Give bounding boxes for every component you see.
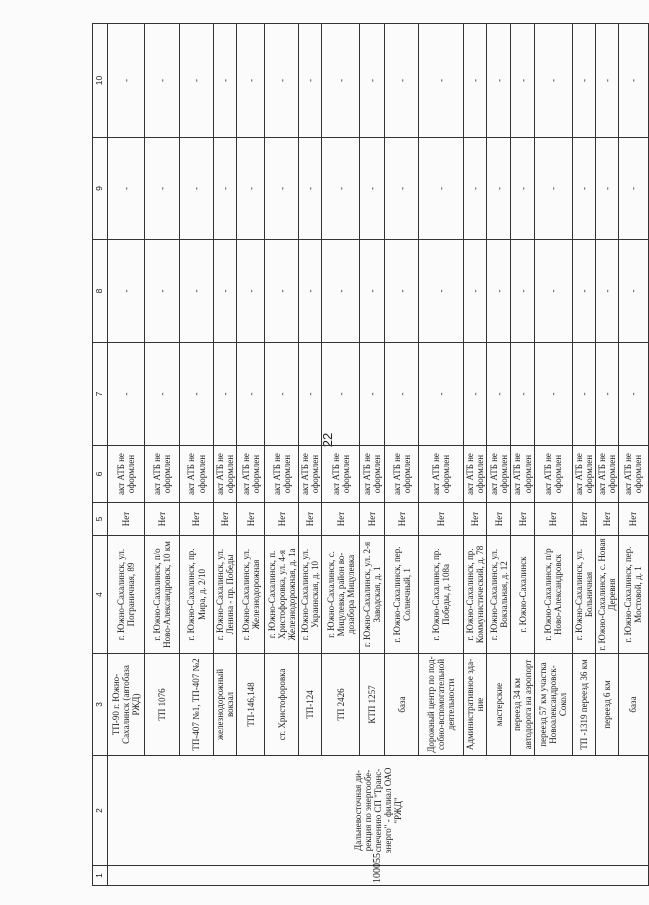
category-cell: Нет [145,503,180,536]
col10-cell: - [595,24,618,138]
col10-cell: - [322,24,360,138]
col10-cell: - [265,24,299,138]
column-header-9: 9 [93,138,108,240]
object-name-cell: ТП-146,148 [237,654,265,756]
category-cell: Нет [595,503,618,536]
status-cell: акт АТБ не оформлен [360,446,385,503]
address-cell: г. Южно-Сахалинск, ул. Украинская, д. 10 [299,536,322,654]
col9-cell: - [214,138,237,240]
column-header-1: 1 [93,866,108,886]
column-header-10: 10 [93,24,108,138]
col8-cell: - [487,240,511,343]
col7-cell: - [572,343,595,446]
status-cell: акт АТБ не оформлен [385,446,419,503]
col7-cell: - [214,343,237,446]
col9-cell: - [487,138,511,240]
col10-cell: - [572,24,595,138]
category-cell: Нет [385,503,419,536]
col8-cell: - [511,240,534,343]
address-cell: г. Южно-Сахалинск, ул. 2-я Заводская, д. 1 [360,536,385,654]
col8-cell: - [108,240,145,343]
col10-cell: - [464,24,487,138]
address-cell: г. Южно-Сахалинск, с. Мицулевка, район во-дозабора Мицулевка [322,536,360,654]
col7-cell: - [511,343,534,446]
address-cell: г. Южно-Сахалинск, ул. Железнодорожная [237,536,265,654]
category-cell: Нет [487,503,511,536]
col8-cell: - [595,240,618,343]
col10-cell: - [108,24,145,138]
col7-cell: - [265,343,299,446]
status-cell: акт АТБ не оформлен [265,446,299,503]
column-header-3: 3 [93,654,108,756]
object-name-cell: база [385,654,419,756]
object-name-cell: ТП-90 г. Южно-Сахалинск (автобаза РЖД) [108,654,145,756]
col7-cell: - [464,343,487,446]
col7-cell: - [534,343,572,446]
col10-cell: - [299,24,322,138]
status-cell: акт АТБ не оформлен [419,446,464,503]
col10-cell: - [487,24,511,138]
col8-cell: - [464,240,487,343]
column-header-7: 7 [93,343,108,446]
column-header-4: 4 [93,536,108,654]
status-cell: акт АТБ не оформлен [511,446,534,503]
col10-cell: - [618,24,648,138]
address-cell: г. Южно-Сахалинск, ул. Больничная [572,536,595,654]
table-body [108,24,649,886]
object-name-cell: ТП-407 №1, ТП-407 №2 [180,654,214,756]
address-cell: г. Южно-Сахалинск, ул. Пограничная, 89 [108,536,145,654]
col7-cell: - [618,343,648,446]
col7-cell: - [385,343,419,446]
object-name-cell: база [618,654,648,756]
status-cell: акт АТБ не оформлен [595,446,618,503]
category-cell: Нет [108,503,145,536]
status-cell: акт АТБ не оформлен [145,446,180,503]
col8-cell: - [237,240,265,343]
col9-cell: - [322,138,360,240]
column-header-6: 6 [93,446,108,503]
status-cell: акт АТБ не оформлен [464,446,487,503]
col7-cell: - [145,343,180,446]
column-header-2: 2 [93,756,108,866]
col7-cell: - [419,343,464,446]
address-cell: г. Южно-Сахалинск, п. Христофоровка, ул. 4-я Железнодорожная, д. 1а [265,536,299,654]
col9-cell: - [595,138,618,240]
col9-cell: - [419,138,464,240]
address-cell: г. Южно-Сахалинск, пр. Мира, д. 2/10 [180,536,214,654]
rotated-table-container [92,24,644,886]
status-cell: акт АТБ не оформлен [322,446,360,503]
header-row [93,24,108,886]
col9-cell: - [534,138,572,240]
column-header-5: 5 [93,503,108,536]
col8-cell: - [419,240,464,343]
address-cell: г. Южно-Сахалинск, пер. Мостовой, д. 1 [618,536,648,654]
object-name-cell: Дорожный центр по под-собно-вспомогательной деятельности [419,654,464,756]
col8-cell: - [265,240,299,343]
col9-cell: - [299,138,322,240]
col8-cell: - [180,240,214,343]
address-cell: г. Южно-Сахалинск, с. Новая Деревня [595,536,618,654]
address-cell: г. Южно-Сахалинск, пр. Коммунистический, д. 78 [464,536,487,654]
code-cell: 100055 [108,866,649,886]
category-cell: Нет [618,503,648,536]
status-cell: акт АТБ не оформлен [534,446,572,503]
address-cell: г. Южно-Сахалинск, п/о Ново-Александровск, 10 км [145,536,180,654]
object-name-cell: ст. Христофоровка [265,654,299,756]
category-cell: Нет [534,503,572,536]
col9-cell: - [511,138,534,240]
col8-cell: - [322,240,360,343]
category-cell: Нет [180,503,214,536]
status-cell: акт АТБ не оформлен [618,446,648,503]
address-cell: г. Южно-Сахалинск, ул. Вокзальная, д. 12 [487,536,511,654]
category-cell: Нет [464,503,487,536]
col7-cell: - [322,343,360,446]
category-cell: Нет [322,503,360,536]
col8-cell: - [618,240,648,343]
col10-cell: - [237,24,265,138]
col8-cell: - [145,240,180,343]
col7-cell: - [487,343,511,446]
col9-cell: - [180,138,214,240]
address-cell: г. Южно-Сахалинск, ул. Ленина - пр. Победы [214,536,237,654]
col10-cell: - [180,24,214,138]
col9-cell: - [618,138,648,240]
organization-cell: Дальневосточная ди-рекция по энергообе-спечению СП "Транс-энерго" - филиал ОАО "РЖД" [108,756,649,866]
category-cell: Нет [572,503,595,536]
col9-cell: - [464,138,487,240]
object-name-cell: переезд 57 км участка Новоалександровск-Сокол [534,654,572,756]
col10-cell: - [214,24,237,138]
category-cell: Нет [419,503,464,536]
col9-cell: - [108,138,145,240]
address-cell: г. Южно-Сахалинск, п/р Ново-Александровск [534,536,572,654]
col8-cell: - [214,240,237,343]
col10-cell: - [534,24,572,138]
category-cell: Нет [299,503,322,536]
col8-cell: - [534,240,572,343]
col10-cell: - [511,24,534,138]
object-name-cell: ТП 1076 [145,654,180,756]
col8-cell: - [299,240,322,343]
col9-cell: - [265,138,299,240]
status-cell: акт АТБ не оформлен [299,446,322,503]
object-name-cell: переезд 34 км автодорога на аэропорт [511,654,534,756]
object-name-cell: ТП-124 [299,654,322,756]
address-cell: г. Южно-Сахалинск [511,536,534,654]
status-cell: акт АТБ не оформлен [108,446,145,503]
col9-cell: - [237,138,265,240]
object-name-cell: Административное зда-ние [464,654,487,756]
object-name-cell: железнодорожный вокзал [214,654,237,756]
col7-cell: - [299,343,322,446]
category-cell: Нет [265,503,299,536]
col8-cell: - [385,240,419,343]
col7-cell: - [108,343,145,446]
object-name-cell: переезд 6 км [595,654,618,756]
col10-cell: - [385,24,419,138]
category-cell: Нет [360,503,385,536]
col7-cell: - [595,343,618,446]
col7-cell: - [237,343,265,446]
data-table [92,23,649,886]
object-name-cell: мастерские [487,654,511,756]
address-cell: г. Южно-Сахалинск, пр. Победы, д. 108а [419,536,464,654]
status-cell: акт АТБ не оформлен [237,446,265,503]
col10-cell: - [360,24,385,138]
col9-cell: - [360,138,385,240]
col8-cell: - [360,240,385,343]
col7-cell: - [360,343,385,446]
address-cell: г. Южно-Сахалинск, пер. Солнечный, 1 [385,536,419,654]
status-cell: акт АТБ не оформлен [180,446,214,503]
status-cell: акт АТБ не оформлен [214,446,237,503]
page-number: 22 [320,432,335,448]
col10-cell: - [419,24,464,138]
column-header-8: 8 [93,240,108,343]
col9-cell: - [145,138,180,240]
col8-cell: - [572,240,595,343]
object-name-cell: ТП 2426 [322,654,360,756]
category-cell: Нет [511,503,534,536]
category-cell: Нет [214,503,237,536]
col10-cell: - [145,24,180,138]
status-cell: акт АТБ не оформлен [572,446,595,503]
object-name-cell: КТП 1257 [360,654,385,756]
status-cell: акт АТБ не оформлен [487,446,511,503]
col9-cell: - [572,138,595,240]
col9-cell: - [385,138,419,240]
table-row [108,24,145,886]
category-cell: Нет [237,503,265,536]
object-name-cell: ТП -1319 переезд 36 км [572,654,595,756]
col7-cell: - [180,343,214,446]
